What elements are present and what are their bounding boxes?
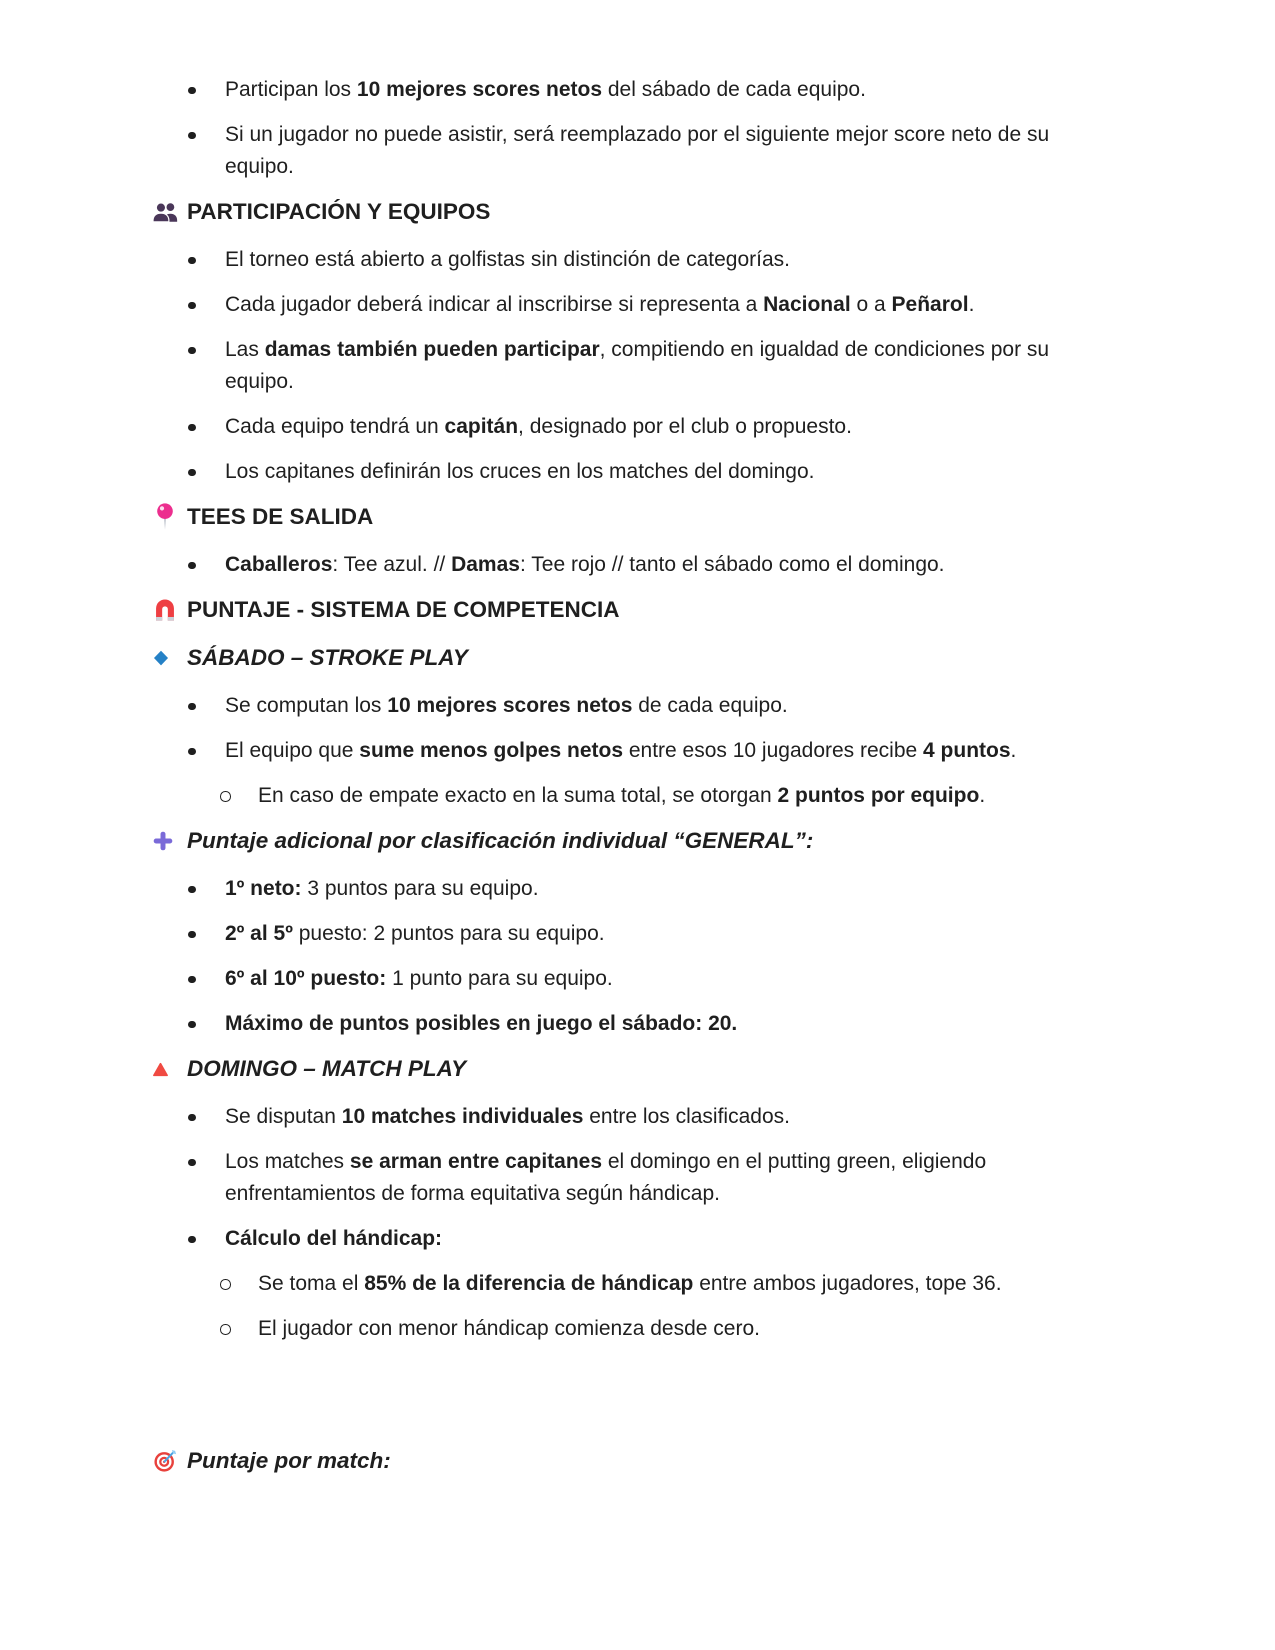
text-segment: Máximo de puntos posibles en juego el sábado: 20. bbox=[225, 1012, 738, 1035]
text-segment: 85% de la diferencia de hándicap bbox=[364, 1272, 694, 1295]
text-segment: entre esos 10 jugadores recibe bbox=[623, 739, 924, 762]
bullet-text bbox=[225, 289, 974, 321]
text-segment: . bbox=[1010, 739, 1017, 762]
bullet-item bbox=[152, 1146, 1092, 1210]
heading-text: Puntaje por match: bbox=[187, 1448, 391, 1473]
text-segment: entre los clasificados. bbox=[583, 1105, 790, 1128]
text-segment: entre ambos jugadores, tope 36. bbox=[693, 1272, 1002, 1295]
bullet-text bbox=[258, 780, 985, 812]
bullet-item bbox=[152, 456, 1092, 488]
bullet-marker bbox=[188, 334, 225, 398]
subsection-heading bbox=[152, 1053, 1092, 1085]
text-segment: Se computan los bbox=[225, 694, 388, 717]
heading-text: PARTICIPACIÓN Y EQUIPOS bbox=[187, 199, 491, 224]
bullet-item bbox=[152, 334, 1092, 398]
text-segment: 3 puntos para su equipo. bbox=[301, 877, 539, 900]
bullet-item bbox=[152, 119, 1092, 183]
bullet-item bbox=[152, 1008, 1092, 1040]
text-segment: Se disputan bbox=[225, 1105, 342, 1128]
text-segment: del sábado de cada equipo. bbox=[602, 78, 866, 101]
people-icon bbox=[152, 199, 187, 226]
bullet-item bbox=[152, 918, 1092, 950]
bullet-item bbox=[152, 244, 1092, 276]
heading-text: Puntaje adicional por clasificación individual “GENERAL”: bbox=[187, 828, 814, 853]
bullet-marker bbox=[188, 456, 225, 488]
text-segment: 1º neto: bbox=[225, 877, 302, 900]
section-heading bbox=[152, 501, 1092, 533]
text-segment: damas también pueden participar bbox=[264, 338, 600, 361]
document-content bbox=[152, 74, 1092, 1493]
bullet-item bbox=[152, 74, 1092, 106]
text-segment: de cada equipo. bbox=[632, 694, 788, 717]
bullet-marker bbox=[188, 690, 225, 722]
bullet-text bbox=[225, 334, 1075, 398]
plus-icon bbox=[152, 830, 187, 852]
text-segment: sume menos golpes netos bbox=[359, 739, 624, 762]
text-segment: o a bbox=[850, 293, 892, 316]
text-segment: Damas bbox=[451, 553, 520, 576]
bullet-text bbox=[258, 1268, 1002, 1300]
subsection-heading bbox=[152, 642, 1092, 674]
bullet-text bbox=[225, 244, 790, 276]
section-heading bbox=[152, 594, 1092, 626]
heading-text: TEES DE SALIDA bbox=[187, 504, 374, 529]
bullet-marker bbox=[188, 74, 225, 106]
text-segment: 10 matches individuales bbox=[341, 1105, 584, 1128]
text-segment: Cada jugador deberá indicar al inscribirse si representa a bbox=[225, 293, 764, 316]
text-segment: , compitiendo en igualdad de condiciones por su equipo. bbox=[225, 338, 1050, 393]
sub-bullet-item bbox=[152, 780, 1092, 812]
bullet-marker bbox=[188, 1223, 225, 1255]
bullet-marker bbox=[188, 1146, 225, 1210]
text-segment: capitán bbox=[444, 415, 519, 438]
text-segment: 2 puntos por equipo bbox=[777, 784, 980, 807]
dart-target-icon bbox=[152, 1448, 187, 1474]
text-segment: . bbox=[968, 293, 975, 316]
bullet-text bbox=[225, 119, 1075, 183]
text-segment: Caballeros bbox=[225, 553, 333, 576]
bullet-text bbox=[225, 918, 605, 950]
bullet-marker bbox=[188, 244, 225, 276]
text-segment: Nacional bbox=[763, 293, 851, 316]
text-segment: Cada equipo tendrá un bbox=[225, 415, 445, 438]
text-segment: Cálculo del hándicap: bbox=[225, 1227, 443, 1250]
blue-diamond-icon bbox=[152, 649, 187, 667]
text-segment: En caso de empate exacto en la suma total, se otorgan bbox=[258, 784, 778, 807]
bullet-marker bbox=[188, 119, 225, 183]
bullet-text bbox=[225, 74, 866, 106]
text-segment: , designado por el club o propuesto. bbox=[518, 415, 852, 438]
bullet-marker bbox=[188, 411, 225, 443]
bullet-marker bbox=[188, 1008, 225, 1040]
hollow-bullet-marker bbox=[220, 780, 258, 812]
bullet-text bbox=[225, 735, 1016, 767]
bullet-text bbox=[225, 963, 613, 995]
bullet-item bbox=[152, 549, 1092, 581]
bullet-item bbox=[152, 873, 1092, 905]
bullet-text bbox=[225, 456, 815, 488]
hollow-bullet-marker bbox=[220, 1268, 258, 1300]
bullet-marker bbox=[188, 963, 225, 995]
red-triangle-icon bbox=[152, 1061, 187, 1078]
text-segment: . bbox=[979, 784, 986, 807]
subsection-heading bbox=[152, 825, 1092, 857]
heading-text: PUNTAJE - SISTEMA DE COMPETENCIA bbox=[187, 597, 620, 622]
bullet-text bbox=[225, 1223, 442, 1255]
text-segment: el domingo en el putting green, eligiendo enfrentamientos de forma equitativa según hándicap. bbox=[225, 1150, 987, 1205]
text-segment: : Tee azul. // bbox=[332, 553, 452, 576]
section-heading bbox=[152, 196, 1092, 228]
bullet-item bbox=[152, 289, 1092, 321]
bullet-text bbox=[225, 549, 945, 581]
text-segment: se arman entre capitanes bbox=[349, 1150, 603, 1173]
text-segment: El torneo está abierto a golfistas sin distinción de categorías. bbox=[225, 248, 790, 271]
text-segment: 10 mejores scores netos bbox=[387, 694, 633, 717]
round-pushpin-icon bbox=[152, 502, 187, 532]
text-segment: Si un jugador no puede asistir, será reemplazado por el siguiente mejor score neto de su equipo. bbox=[225, 123, 1050, 178]
text-segment: Peñarol bbox=[891, 293, 969, 316]
hollow-bullet-marker bbox=[220, 1313, 258, 1345]
bullet-text bbox=[225, 690, 788, 722]
bullet-text bbox=[225, 1101, 790, 1133]
bullet-item bbox=[152, 1101, 1092, 1133]
text-segment: Los matches bbox=[225, 1150, 350, 1173]
bullet-marker bbox=[188, 549, 225, 581]
heading-text: DOMINGO – MATCH PLAY bbox=[187, 1056, 467, 1081]
bullet-item bbox=[152, 963, 1092, 995]
text-segment: Los capitanes definirán los cruces en los matches del domingo. bbox=[225, 460, 815, 483]
bullet-item bbox=[152, 690, 1092, 722]
text-segment: El jugador con menor hándicap comienza desde cero. bbox=[258, 1317, 760, 1340]
bullet-marker bbox=[188, 289, 225, 321]
text-segment: puesto: 2 puntos para su equipo. bbox=[292, 922, 605, 945]
text-segment: El equipo que bbox=[225, 739, 360, 762]
sub-bullet-item bbox=[152, 1313, 1092, 1345]
bullet-item bbox=[152, 1223, 1092, 1255]
magnet-icon bbox=[152, 597, 187, 623]
bullet-item bbox=[152, 411, 1092, 443]
bullet-text bbox=[258, 1313, 760, 1345]
bullet-marker bbox=[188, 1101, 225, 1133]
bullet-text bbox=[225, 1008, 737, 1040]
bullet-item bbox=[152, 735, 1092, 767]
text-segment: 1 punto para su equipo. bbox=[386, 967, 613, 990]
bullet-text bbox=[225, 411, 852, 443]
sub-bullet-item bbox=[152, 1268, 1092, 1300]
bullet-marker bbox=[188, 735, 225, 767]
subsection-heading bbox=[152, 1445, 1092, 1477]
bullet-text bbox=[225, 1146, 1075, 1210]
text-segment: 4 puntos bbox=[923, 739, 1011, 762]
bullet-text bbox=[225, 873, 539, 905]
text-segment: : Tee rojo // tanto el sábado como el domingo. bbox=[519, 553, 945, 576]
bullet-marker bbox=[188, 918, 225, 950]
text-segment: 10 mejores scores netos bbox=[356, 78, 603, 101]
text-segment: Las bbox=[225, 338, 265, 361]
text-segment: 2º al 5º bbox=[225, 922, 293, 945]
text-segment: Se toma el bbox=[258, 1272, 365, 1295]
text-segment: 6º al 10º puesto: bbox=[225, 967, 387, 990]
heading-text: SÁBADO – STROKE PLAY bbox=[187, 645, 468, 670]
bullet-marker bbox=[188, 873, 225, 905]
text-segment: Participan los bbox=[225, 78, 357, 101]
